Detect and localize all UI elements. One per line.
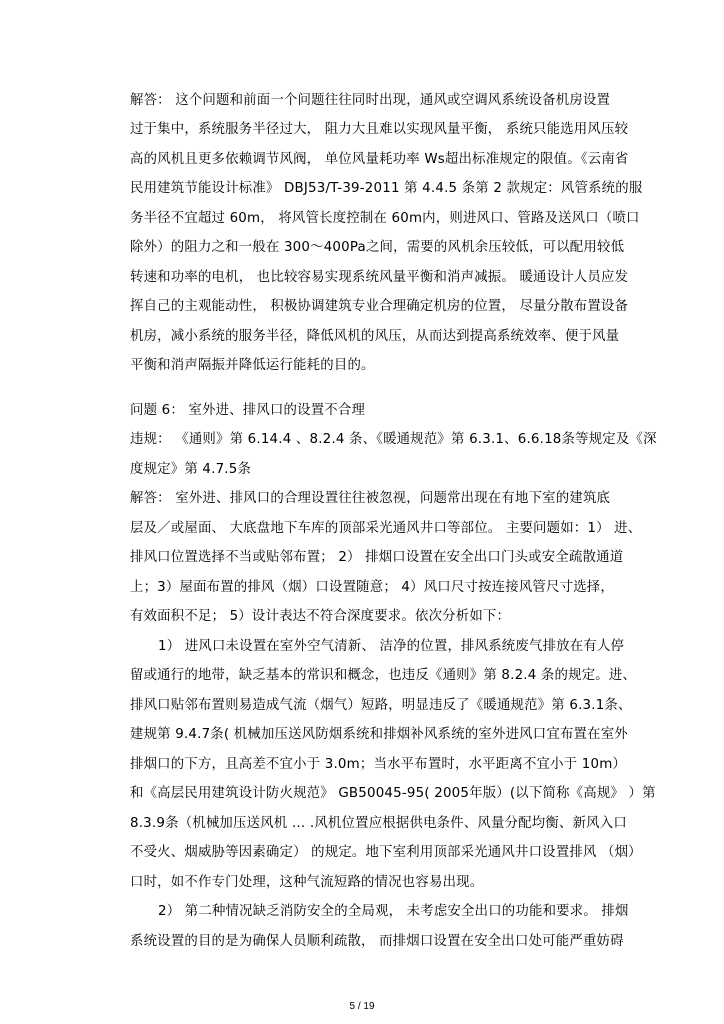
text-line: 排风口贴邻布置则易造成气流（烟气）短路，明显违反了《暖通规范》第 6.3.1条、 <box>130 698 632 713</box>
text-line: 口时，如不作专门处理，这种气流短路的情况也容易出现。 <box>130 875 484 890</box>
text-line: 排烟口的下方，且高差不宜小于 3.0m；当水平布置时，水平距离不宜小于 10m） <box>130 757 627 772</box>
section-heading: 问题 6： 室外进、排风口的设置不合理 <box>130 403 366 418</box>
text-line: 转速和功率的电机， 也比较容易实现系统风量平衡和消声减振。 暖通设计人员应发 <box>130 270 629 285</box>
text-line: 和《高层民用建筑设计防火规范》 GB50045-95( 2005年版）(以下简称《高规》 ）第 <box>130 786 656 801</box>
text-line: 2） 第二种情况缺乏消防安全的全局观， 未考虑安全出口的功能和要求。 排烟 <box>158 904 629 919</box>
text-line: 平衡和消声隔振并降低运行能耗的目的。 <box>130 358 375 373</box>
text-line: 排风口位置选择不当或贴邻布置； 2） 排烟口设置在安全出口门头或安全疏散通道 <box>130 550 624 565</box>
text-line: 高的风机且更多依赖调节风阀， 单位风量耗功率 Ws超出标准规定的限值。《云南省 <box>130 152 629 167</box>
text-line: 留或通行的地带，缺乏基本的常识和概念，也违反《通则》第 8.2.4 条的规定。进、 <box>130 668 637 683</box>
text-line: 机房，减小系统的服务半径，降低风机的风压，从而达到提高系统效率、便于风量 <box>130 329 620 344</box>
text-line: 度规定》第 4.7.5条 <box>130 462 252 477</box>
text-line: 务半径不宜超过 60m， 将风管长度控制在 60m内，则进风口、管路及送风口（喷口 <box>130 211 640 226</box>
text-line: 过于集中，系统服务半径过大， 阻力大且难以实现风量平衡， 系统只能选用风压较 <box>130 122 629 137</box>
page-number: 5 / 19 <box>349 1001 375 1012</box>
text-line: 系统设置的目的是为确保人员顺利疏散， 而排烟口设置在安全出口处可能严重妨碍 <box>130 934 624 949</box>
text-line: 解答： 室外进、排风口的合理设置往往被忽视，问题常出现在有地下室的建筑底 <box>130 491 611 506</box>
text-line: 8.3.9条（机械加压送风机 … .风机位置应根据供电条件、风量分配均衡、新风入口 <box>130 816 627 831</box>
text-line: 解答： 这个问题和前面一个问题往往同时出现，通风或空调风系统设备机房设置 <box>130 93 611 108</box>
text-line: 除外）的阻力之和一般在 300～400Pa之间，需要的风机余压较低，可以配用较低 <box>130 240 625 255</box>
text-line: 1） 进风口未设置在室外空气清新、 洁净的位置，排风系统废气排放在有人停 <box>158 639 625 654</box>
text-line: 违规： 《通则》第 6.14.4 、8.2.4 条、《暖通规范》第 6.3.1、6.6.18条等规定及《深 <box>130 432 657 447</box>
text-line: 有效面积不足； 5）设计表达不符合深度要求。依次分析如下： <box>130 609 511 624</box>
text-line: 不受火、烟威胁等因素确定） 的规定。地下室利用顶部采光通风井口设置排风 （烟） <box>130 845 642 860</box>
text-line: 上；3）屋面布置的排风（烟）口设置随意； 4）风口尺寸按连接风管尺寸选择， <box>130 580 614 595</box>
text-line: 挥自己的主观能动性， 积极协调建筑专业合理确定机房的位置， 尽量分散布置设备 <box>130 299 629 314</box>
text-line: 民用建筑节能设计标准》 DBJ53/T-39-2011 第 4.4.5 条第 2 款规定：风管系统的服 <box>130 181 643 196</box>
text-line: 层及／或屋面、 大底盘地下车库的顶部采光通风井口等部位。 主要问题如：1） 进、 <box>130 521 642 536</box>
text-line: 建规第 9.4.7条( 机械加压送风防烟系统和排烟补风系统的室外进风口宜布置在室外 <box>130 727 628 742</box>
